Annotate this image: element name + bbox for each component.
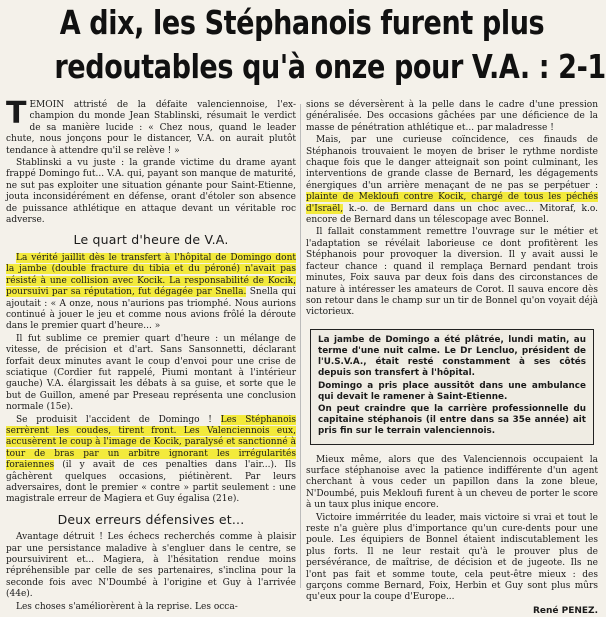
right-column: [306, 100, 598, 616]
highlighted-text: plainte de Mekloufi contre Kocik, chargé de tous les péchés d'Israël,: [306, 192, 598, 214]
paragraph: Les choses s'améliorèrent à la reprise. Les occa-: [16, 601, 238, 612]
paragraph: Il fut sublime ce premier quart d'heure : un mélange de vitesse, de précision et d'art. Sans Sansonnetti, déclarant forfait deux minutes avant le coup d'envoi pour une crise de sciatique (Cordier fut rappelé, Piumi montant à l'intérieur gauche) V.A. élargissait les débats à sa guise, et sorte que le but de Guillon, amené par Preseau représenta une conclusion normale (15e).: [6, 333, 296, 413]
paragraph: Se produisit l'accident de Domingo ! Les Stéphanois serrèrent les coudes, tirent front. Les Valenciennois eux, accusèrent le coup à l'image de Kocik, paralysé et sanctionné à tour de bras par un arbitre ignorant les irrégularités foraiennes (il y avait de ces penalties dans l'air...). Ils gâchèrent quelques occasions, piétinèrent. Par leurs adversaires, dont le premier « contre » partit seulement : une magistrale erreur de Magiera et Guy égalisa (21e).: [6, 414, 296, 505]
paragraph: Mais, par une curieuse coïncidence, ces finauds de Stéphanois trouvaient le moyen de briser le rythme nordiste chaque fois que le danger atteignait son point culminant, les interventions de grande classe de Bernard, les dégagements énergiques d'un arrière menaçant de ne pas se perpétuer : plainte de Mekloufi contre Kocik, chargé de tous les péchés d'Israël, k.-o. de Bernard dans un choc avec... Mitoraf, k.o. encore de Bernard dans un télescopage avec Bonnel.: [306, 135, 598, 226]
paragraph: sions se déversèrent à la pelle dans le cadre d'une pression généralisée. Des occasions gâchées par une déficience de la masse de pénétration athlétique et... par maladresse !: [306, 100, 598, 133]
highlighted-text: La vérité jaillit dès le transfert à l'hôpital de Domingo dont la jambe (double fracture du tibia et du péroné) n'avait pas résisté à une collision avec Kocik. La responsabilité de Kocik, poursuivi par sa réputation, fut dégagée par Snella.: [6, 252, 296, 298]
paragraph: La vérité jaillit dès le transfert à l'hôpital de Domingo dont la jambe (double fracture du tibia et du péroné) n'avait pas résisté à une collision avec Kocik. La responsabilité de Kocik, poursuivi par sa réputation, fut dégagée par Snella. Snella qui ajoutait : « A onze, nous n'aurions pas triomphé. Nous aurions continué à jouer le jeu et comme nous avions frôlé la déroute dans le premier quart d'heure... »: [6, 252, 296, 332]
left-column: [6, 96, 296, 612]
box-paragraph: On peut craindre que la carrière professionnelle du capitaine stéphanois (il entre dans sa 35e année) ait pris fin sur le terrain valenciennois.: [318, 403, 586, 437]
subheading: Deux erreurs défensives et...: [57, 511, 245, 527]
headline-line-2: redoutables qu'à onze pour V.A. : 2-1: [54, 47, 606, 86]
subheading: Le quart d'heure de V.A.: [73, 232, 229, 248]
paragraph: Il fallait constamment remettre l'ouvrage sur le métier et l'adaptation se révélait laborieuse ce dont profitèrent les Stéphanois pour provoquer la diversion. Il y avait aussi le facteur chance : quand il remplaça Bernard pendant trois minutes, Foix sauva par deux fois dans des circonstances de nature à intéresser les amateurs de Corot. Il sauva encore dès son retour dans le champ sur un tir de Bonnel qu'on voyait déjà victorieux.: [306, 227, 598, 318]
paragraph: Mieux même, alors que des Valenciennois occupaient la surface stéphanoise avec la patience indifférente d'un agent cherchant à vous ceder un papillon dans la zone bleue, N'Doumbé, puis Mekloufi furent à un cheveu de porter le score à un taux plus inique encore.: [306, 454, 598, 511]
paragraph: Stablinski a vu juste : la grande victime du drame ayant frappé Domingo fut... V.A. qui, payant son manque de maturité, ne sut pas exploiter une situation génante pour Saint-Etienne, jouta inconsidérément en défense, orant d'étoler son absence de puissance athlétique en attaque devant un véritable roc adverse.: [6, 158, 296, 226]
paragraph: TEMOIN attristé de la défaite valenciennoise, l'ex-champion du monde Jean Stablinski, résumait le verdict de sa manière lucide : « Chez nous, quand le leader chute, nous jonçons pour le distancer, V.A. on aurait plutôt tendance à attendre qu'il se relève ! »: [6, 96, 296, 156]
dropcap: T: [6, 96, 27, 131]
author-signature: René PENEZ.: [532, 605, 598, 616]
box-paragraph: Domingo a pris place aussitôt dans une ambulance qui devait le ramener à Saint-Etienne.: [318, 380, 586, 402]
column-divider: [300, 104, 301, 588]
box-paragraph: La jambe de Domingo a été plâtrée, lundi matin, au terme d'une nuit calme. Le Dr Lencluo, président de l'U.S.V.A., était resté constamment à ses côtés depuis son transfert à l'hôpital.: [318, 334, 586, 379]
highlighted-text: Les Stéphanois serrèrent les coudes, tirent front. Les Valenciennois eux, accusèrent le coup à l'image de Kocik, paralysé et sanctionné à tour de bras par un arbitre ignorant les irrégularités foraiennes: [6, 414, 296, 471]
paragraph: Avantage détruit ! Les échecs recherchés comme à plaisir par une persistance maladive à s'engluer dans le centre, se poursuivirent et... Magiera, à l'hésitation rendue moins répréhensible par celle de ses partenaires, s'inclina pour la seconde fois avec N'Doumbé à l'origine et Guy à l'arrivée (44e).: [6, 532, 296, 600]
paragraph: Victoire immérritée du leader, mais victoire si vrai et tout le reste n'a guère plus d'importance qu'un cure-dents pour une poule. Les équipiers de Bonnel étaient indiscutablement les plus forts. Il ne leur restait qu'à le prouver plus de persévérance, de maîtrise, de décision et de jugeote. Ils ne l'ont pas fait et somme toute, cela peut-être mieux : des garçons comme Bernard, Foix, Herbin et Guy sont plus mûrs qu'eux pour la coupe d'Europe...: [306, 512, 598, 603]
info-box: [310, 329, 594, 445]
headline-line-1: A dix, les Stéphanois furent plus: [59, 3, 545, 42]
